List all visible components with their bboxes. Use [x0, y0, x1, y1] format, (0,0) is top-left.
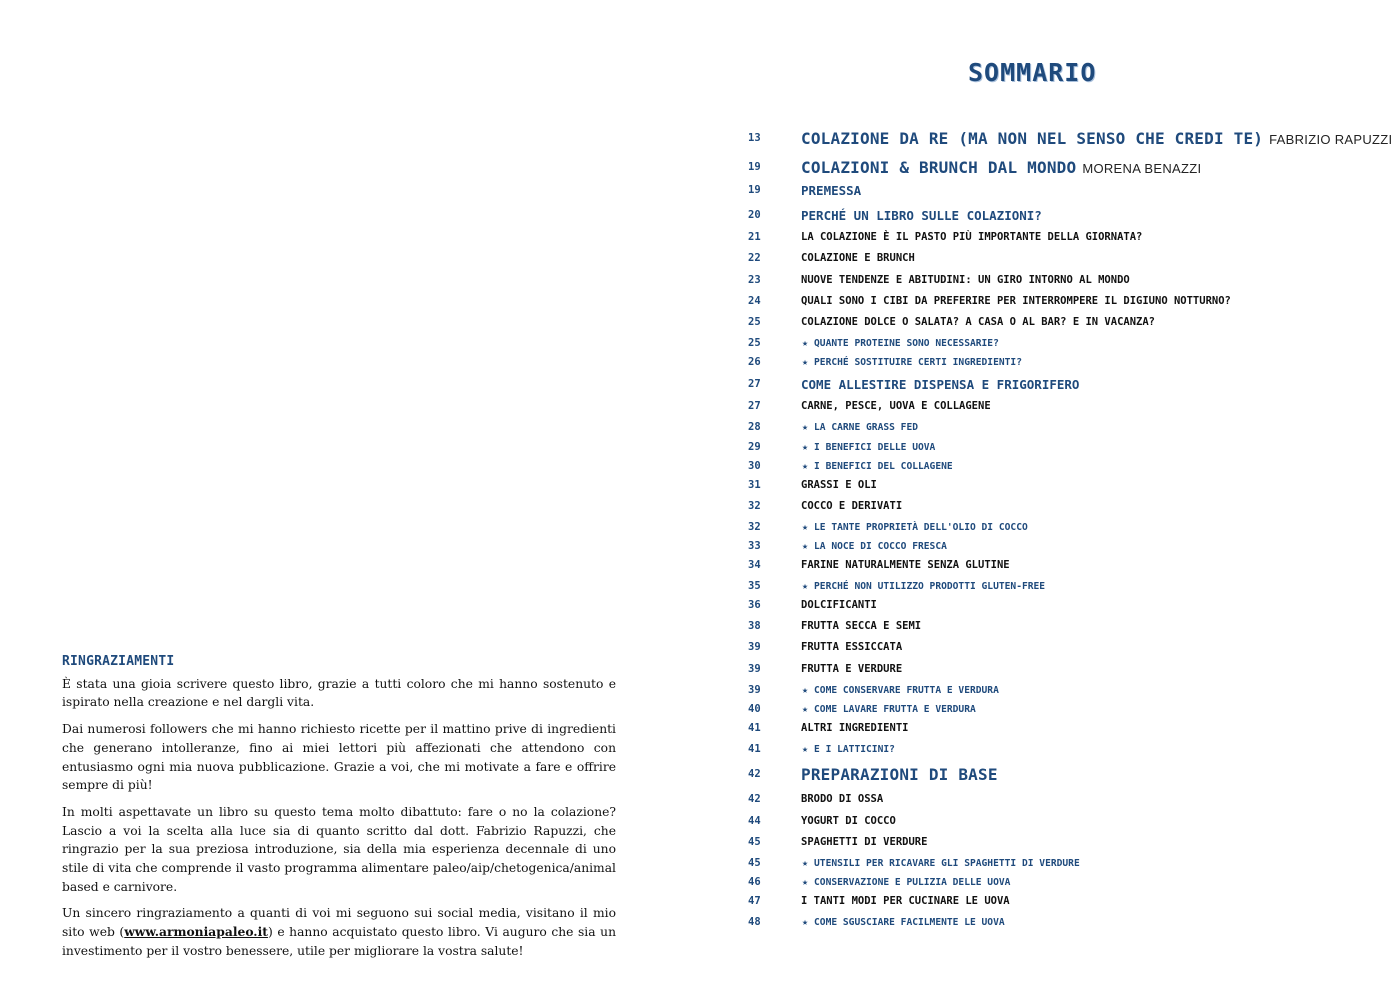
toc-label	[802, 685, 999, 696]
toc-label	[802, 461, 953, 472]
toc-page-number: 48	[748, 916, 761, 928]
toc-label-text: FRUTTA ESSICCATA	[801, 641, 903, 653]
toc-label	[801, 559, 1010, 571]
toc-label-text: COME LAVARE FRUTTA E VERDURA	[814, 703, 976, 715]
toc-label	[801, 208, 1042, 223]
toc-label	[801, 400, 991, 412]
toc-label-text: FARINE NATURALMENTE SENZA GLUTINE	[801, 559, 1010, 571]
toc-entry[interactable]	[682, 205, 1364, 225]
toc-page-number: 42	[748, 793, 761, 805]
toc-label-text: LA NOCE DI COCCO FRESCA	[814, 540, 947, 552]
toc-label-text: COLAZIONE DOLCE O SALATA? A CASA O AL BAR? E IN VACANZA?	[801, 316, 1156, 328]
toc-label	[801, 836, 927, 848]
toc-label	[802, 541, 947, 552]
toc-page-number: 36	[748, 599, 761, 611]
toc-entry[interactable]	[682, 437, 1364, 457]
toc-label-text: UTENSILI PER RICAVARE GLI SPAGHETTI DI VERDURE	[814, 857, 1080, 869]
toc-label-text: PERCHÉ SOSTITUIRE CERTI INGREDIENTI?	[814, 356, 1022, 368]
toc-label-text: PERCHÉ UN LIBRO SULLE COLAZIONI?	[801, 207, 1042, 223]
toc-label-text: CARNE, PESCE, UOVA E COLLAGENE	[801, 400, 991, 412]
acknowledgements-paragraph: È stata una gioia scrivere questo libro, grazie a tutti coloro che mi hanno sostenuto e ispirato nella creazione e nel dargli vita.	[62, 676, 616, 710]
paragraph-text: Un sincero ringraziamento a quanti di voi mi seguono sui social media, visitano il mio sito web (	[62, 906, 616, 940]
toc-label-text: PREMESSA	[801, 182, 862, 198]
toc-label	[802, 338, 999, 349]
toc-label	[801, 793, 883, 805]
toc-label-text: I BENEFICI DEL COLLAGENE	[814, 460, 953, 472]
toc-entry[interactable]	[682, 248, 1364, 268]
toc-page-number: 42	[748, 768, 761, 780]
right-page	[682, 0, 1392, 992]
star-bullet-icon: ★	[802, 580, 809, 592]
toc-label-text: GRASSI E OLI	[801, 479, 877, 491]
toc-entry[interactable]	[682, 789, 1364, 809]
left-page	[0, 0, 682, 992]
toc-label	[802, 858, 1080, 869]
star-bullet-icon: ★	[802, 460, 809, 472]
acknowledgements-paragraph	[62, 904, 616, 960]
toc-page-number: 27	[748, 378, 761, 390]
toc-page-number: 29	[748, 441, 761, 453]
toc-page-number: 47	[748, 895, 761, 907]
toc-entry[interactable]	[682, 517, 1364, 537]
toc-page-number: 39	[748, 663, 761, 675]
website-link[interactable]: www.armoniapaleo.it	[124, 924, 268, 940]
toc-label	[802, 877, 1010, 888]
toc-entry[interactable]	[682, 227, 1364, 247]
toc-page-number: 23	[748, 274, 761, 286]
toc-entry[interactable]	[682, 156, 1364, 178]
toc-page-number: 20	[748, 209, 761, 221]
toc-entry[interactable]	[682, 352, 1364, 372]
toc-entry[interactable]	[682, 396, 1364, 416]
toc-entry[interactable]	[682, 374, 1364, 394]
toc-label-text: COLAZIONE DA RE (MA NON NEL SENSO CHE CREDI TE)	[801, 128, 1264, 148]
star-bullet-icon: ★	[802, 916, 809, 928]
toc-page-number: 13	[748, 132, 761, 144]
star-bullet-icon: ★	[802, 521, 809, 533]
toc-label-text: NUOVE TENDENZE E ABITUDINI: UN GIRO INTORNO AL MONDO	[801, 274, 1130, 286]
toc-label-text: FRUTTA E VERDURE	[801, 663, 903, 675]
toc-label-text: FRUTTA SECCA E SEMI	[801, 620, 922, 632]
toc-page-number: 39	[748, 641, 761, 653]
toc-entry[interactable]	[682, 659, 1364, 679]
toc-entry[interactable]	[682, 417, 1364, 437]
toc-label	[801, 479, 877, 491]
toc-label	[802, 704, 976, 715]
star-bullet-icon: ★	[802, 540, 809, 552]
paragraph-text: ) e hanno acquistato questo libro. Vi auguro che sia un investimento per il vostro benessere, utile per migliorare la vostra salute!	[62, 925, 616, 958]
toc-page-number: 19	[748, 184, 761, 196]
toc-entry[interactable]	[682, 739, 1364, 759]
toc-author: MORENA BENAZZI	[1082, 160, 1202, 176]
star-bullet-icon: ★	[802, 703, 809, 715]
toc-entry[interactable]	[682, 475, 1364, 495]
toc-label	[801, 815, 896, 827]
toc-label	[801, 620, 921, 632]
star-bullet-icon: ★	[802, 684, 809, 696]
toc-page-number: 30	[748, 460, 761, 472]
toc-page-number: 28	[748, 421, 761, 433]
toc-title: SOMMARIO	[968, 58, 1097, 87]
toc-entry[interactable]	[682, 270, 1364, 290]
toc-entry[interactable]	[682, 333, 1364, 353]
toc-label-text: ALTRI INGREDIENTI	[801, 722, 909, 734]
toc-entry[interactable]	[682, 891, 1364, 911]
toc-entry[interactable]	[682, 718, 1364, 738]
toc-page-number: 45	[748, 836, 761, 848]
toc-label	[801, 252, 915, 264]
star-bullet-icon: ★	[802, 441, 809, 453]
toc-label-text: SPAGHETTI DI VERDURE	[801, 836, 928, 848]
toc-label-text: COME ALLESTIRE DISPENSA E FRIGORIFERO	[801, 376, 1080, 392]
toc-entry[interactable]	[682, 912, 1364, 932]
toc-label	[801, 129, 1392, 148]
toc-label-text: QUALI SONO I CIBI DA PREFERIRE PER INTERROMPERE IL DIGIUNO NOTTURNO?	[801, 295, 1231, 307]
toc-label-text: I BENEFICI DELLE UOVA	[814, 441, 936, 453]
toc-author: FABRIZIO RAPUZZI	[1269, 131, 1392, 147]
toc-label-text: COLAZIONE E BRUNCH	[801, 252, 915, 264]
toc-entry[interactable]	[682, 832, 1364, 852]
toc-label	[801, 663, 902, 675]
toc-label	[801, 183, 861, 198]
toc-page-number: 27	[748, 400, 761, 412]
toc-page-number: 24	[748, 295, 761, 307]
toc-page-number: 21	[748, 231, 761, 243]
toc-page-number: 32	[748, 521, 761, 533]
star-bullet-icon: ★	[802, 337, 809, 349]
toc-page-number: 32	[748, 500, 761, 512]
toc-page-number: 25	[748, 316, 761, 328]
toc-entry[interactable]	[682, 763, 1364, 785]
toc-label-text: COCCO E DERIVATI	[801, 500, 903, 512]
toc-label	[801, 765, 998, 784]
toc-entry[interactable]	[682, 180, 1364, 200]
toc-page-number: 44	[748, 815, 761, 827]
toc-entry[interactable]	[682, 555, 1364, 575]
toc-label-text: LA CARNE GRASS FED	[814, 421, 918, 433]
toc-label	[801, 377, 1079, 392]
toc-label	[802, 522, 1028, 533]
toc-page-number: 45	[748, 857, 761, 869]
toc-label	[802, 422, 918, 433]
toc-page-number: 26	[748, 356, 761, 368]
acknowledgements-paragraph: Dai numerosi followers che mi hanno richiesto ricette per il mattino prive di ingredienti che generano intolleranze, fino ai miei lettori più affezionati che attendono con entusiasmo ogni mia nuova pubblicazione. Grazie a voi, che mi motivate a fare e offrire sempre di più!	[62, 722, 616, 793]
toc-page-number: 41	[748, 743, 761, 755]
toc-label	[801, 641, 902, 653]
toc-page-number: 19	[748, 161, 761, 173]
toc-label	[801, 295, 1231, 307]
toc-entry[interactable]	[682, 456, 1364, 476]
toc-entry[interactable]	[682, 312, 1364, 332]
toc-entry[interactable]	[682, 576, 1364, 596]
toc-label	[802, 581, 1045, 592]
toc-entry[interactable]	[682, 616, 1364, 636]
toc-label-text: E I LATTICINI?	[814, 743, 895, 755]
toc-label-text: COLAZIONI & BRUNCH DAL MONDO	[801, 157, 1077, 177]
toc-label	[802, 442, 935, 453]
toc-label-text: CONSERVAZIONE E PULIZIA DELLE UOVA	[814, 876, 1011, 888]
toc-page-number: 35	[748, 580, 761, 592]
toc-entry[interactable]	[682, 496, 1364, 516]
acknowledgements-heading: RINGRAZIAMENTI	[62, 654, 175, 669]
star-bullet-icon: ★	[802, 356, 809, 368]
toc-page-number: 39	[748, 684, 761, 696]
toc-label-text: QUANTE PROTEINE SONO NECESSARIE?	[814, 337, 999, 349]
toc-entry[interactable]	[682, 811, 1364, 831]
toc-label-text: COME SGUSCIARE FACILMENTE LE UOVA	[814, 916, 1005, 928]
toc-entry[interactable]	[682, 872, 1364, 892]
toc-page-number: 25	[748, 337, 761, 349]
toc-entry[interactable]	[682, 680, 1364, 700]
toc-label-text: PREPARAZIONI DI BASE	[801, 764, 998, 784]
toc-label	[801, 316, 1155, 328]
star-bullet-icon: ★	[802, 857, 809, 869]
toc-page-number: 31	[748, 479, 761, 491]
toc-page-number: 46	[748, 876, 761, 888]
toc-label	[802, 357, 1022, 368]
toc-label-text: DOLCIFICANTI	[801, 599, 877, 611]
toc-page-number: 33	[748, 540, 761, 552]
toc-page-number: 40	[748, 703, 761, 715]
toc-label	[801, 722, 908, 734]
star-bullet-icon: ★	[802, 743, 809, 755]
toc-entry[interactable]	[682, 853, 1364, 873]
toc-page-number: 22	[748, 252, 761, 264]
toc-label-text: LE TANTE PROPRIETÀ DELL'OLIO DI COCCO	[814, 521, 1028, 533]
toc-entry[interactable]	[682, 291, 1364, 311]
toc-label-text: BRODO DI OSSA	[801, 793, 884, 805]
toc-label	[801, 231, 1142, 243]
toc-label	[801, 500, 902, 512]
toc-label	[801, 895, 1010, 907]
toc-entry[interactable]	[682, 595, 1364, 615]
toc-label-text: LA COLAZIONE È IL PASTO PIÙ IMPORTANTE DELLA GIORNATA?	[801, 231, 1143, 243]
toc-label-text: I TANTI MODI PER CUCINARE LE UOVA	[801, 895, 1010, 907]
toc-entry[interactable]	[682, 699, 1364, 719]
star-bullet-icon: ★	[802, 876, 809, 888]
toc-label-text: COME CONSERVARE FRUTTA E VERDURA	[814, 684, 999, 696]
star-bullet-icon: ★	[802, 421, 809, 433]
acknowledgements-section	[62, 653, 616, 969]
acknowledgements-paragraph: In molti aspettavate un libro su questo tema molto dibattuto: fare o no la colazione? Lascio a voi la scelta alla luce sia di quanto scritto dal dott. Fabrizio Rapuzzi, che ringrazio per la sua preziosa introduzione, sia della mia esperienza decennale di uno stile di vita che comprende il vasto programma alimentare paleo/aip/chetogenica/animal based e carnivore.	[62, 804, 616, 894]
toc-label	[801, 274, 1130, 286]
toc-page-number: 41	[748, 722, 761, 734]
toc-label-text: PERCHÉ NON UTILIZZO PRODOTTI GLUTEN-FREE	[814, 580, 1046, 592]
toc-page-number: 38	[748, 620, 761, 632]
toc-label	[801, 599, 877, 611]
toc-label-text: YOGURT DI COCCO	[801, 815, 896, 827]
toc-entry[interactable]	[682, 127, 1392, 149]
toc-label	[802, 917, 1005, 928]
toc-page-number: 34	[748, 559, 761, 571]
toc-entry[interactable]	[682, 536, 1364, 556]
toc-entry[interactable]	[682, 637, 1364, 657]
toc-label	[802, 744, 895, 755]
toc-label	[801, 158, 1201, 177]
